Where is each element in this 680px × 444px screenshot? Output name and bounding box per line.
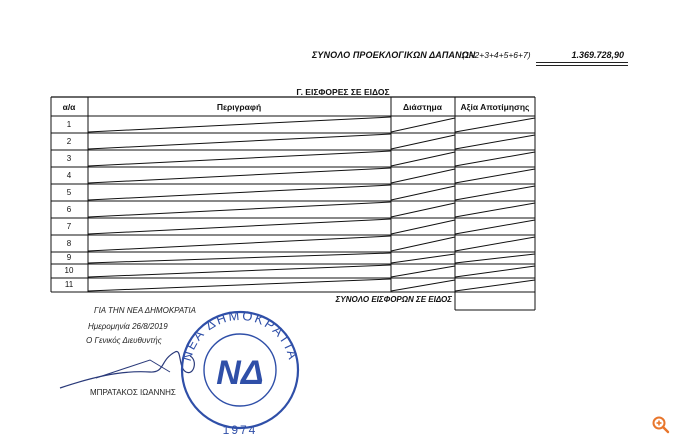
col-header-period: Διάστημα	[403, 102, 442, 112]
row-number: 9	[66, 253, 72, 262]
row-number: 4	[66, 170, 72, 180]
signature-title: Ο Γενικός Διευθυντής	[86, 336, 162, 345]
row-number: 10	[64, 266, 74, 275]
row-number: 11	[64, 280, 74, 289]
stamp-year: 1974	[222, 423, 258, 437]
row-number: 6	[66, 204, 72, 214]
total-contributions-label: ΣΥΝΟΛΟ ΕΙΣΦΟΡΩΝ ΣΕ ΕΙΔΟΣ	[335, 295, 452, 304]
total-expenses-formula: (1+2+3+4+5+6+7)	[462, 50, 531, 60]
row-number: 5	[66, 187, 72, 197]
row-number: 1	[66, 119, 72, 129]
row-number: 2	[66, 136, 72, 146]
signature-date: Ημερομηνία 26/8/2019	[88, 322, 168, 331]
signature-org: ΓΙΑ ΤΗΝ ΝΕΑ ΔΗΜΟΚΡΑΤΙΑ	[94, 306, 196, 315]
section-title: Γ. ΕΙΣΦΟΡΕΣ ΣΕ ΕΙΔΟΣ	[296, 87, 390, 97]
total-expenses-label: ΣΥΝΟΛΟ ΠΡΟΕΚΛΟΓΙΚΩΝ ΔΑΠΑΝΩΝ	[312, 50, 476, 60]
signatory-name: ΜΠΡΑΤΑΚΟΣ ΙΩΑΝΝΗΣ	[90, 388, 176, 397]
stamp-logo: ΝΔ	[216, 354, 264, 392]
zoom-button[interactable]	[646, 410, 676, 440]
total-expenses-value: 1.369.728,90	[571, 50, 624, 60]
stamp-text: ΝΕΑ ΔΗΜΟΚΡΑΤΙΑ	[178, 307, 302, 363]
zoom-in-icon	[651, 415, 671, 435]
col-header-description: Περιγραφή	[216, 102, 262, 112]
col-header-valuation: Αξία Αποτίμησης	[460, 102, 530, 112]
row-number: 7	[66, 221, 72, 231]
row-number: 8	[66, 238, 72, 248]
party-stamp	[170, 300, 310, 440]
col-header-number: α/α	[62, 102, 76, 112]
row-number: 3	[66, 153, 72, 163]
